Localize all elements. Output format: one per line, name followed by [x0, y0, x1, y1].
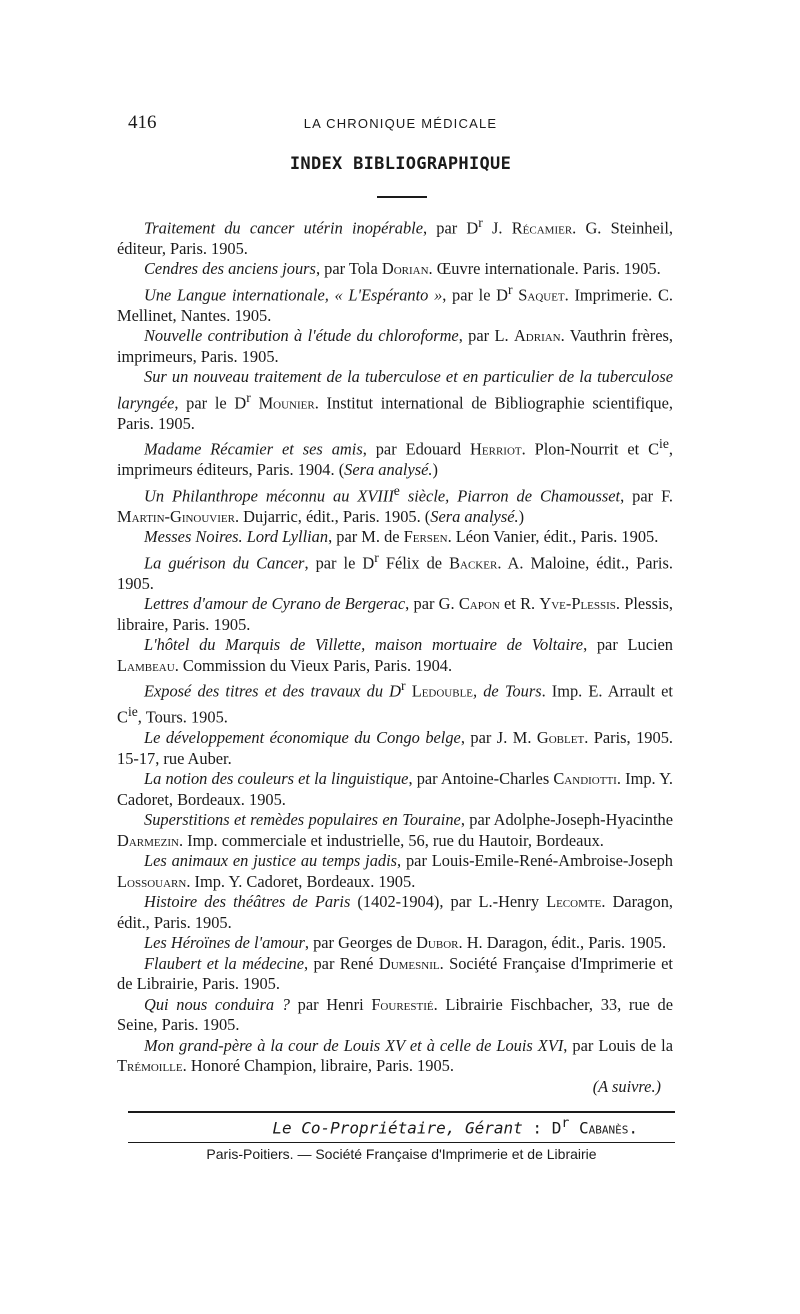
entry-text: , par Edouard — [362, 439, 471, 459]
entry-text: . H. Daragon, édit., Paris. 1905. — [458, 933, 667, 953]
entry-title: Histoire des théâtres de Paris — [144, 892, 351, 912]
author-name: Dubor — [416, 933, 459, 953]
bibliography-entry — [117, 280, 673, 326]
entry-text: ) — [518, 506, 525, 526]
author-name: Martin-Ginouvier — [117, 506, 235, 526]
entry-title: Les Héroïnes de l'amour — [144, 933, 305, 953]
entry-text: ) — [432, 460, 438, 480]
author-name: Dumesnil — [378, 953, 440, 973]
entry-text: . Imprimerie. C. Mellinet, Nantes. 1905. — [117, 285, 673, 325]
running-title: LA CHRONIQUE MÉDICALE — [303, 116, 498, 131]
signature-role: Le Co-Propriétaire, Gérant — [272, 1118, 523, 1138]
author-name: Yve-Plessis — [539, 594, 616, 614]
entry-text: . Plessis, libraire, Paris. 1905. — [117, 594, 673, 634]
entry-text — [251, 393, 259, 412]
entry-text: , par Adolphe-Joseph-Hyacinthe — [460, 810, 673, 830]
bibliography-entry — [117, 527, 673, 548]
entry-title: Sera analysé. — [344, 460, 433, 480]
entry-title: Exposé des titres et des travaux du D — [144, 681, 402, 701]
entry-text: ie — [659, 436, 669, 452]
section-title: INDEX BIBLIOGRAPHIQUE — [289, 154, 512, 174]
entry-text: . Daragon, édit., Paris. 1905. — [117, 892, 673, 932]
imprint-rule — [128, 1142, 675, 1143]
entry-text: . Commission du Vieux Paris, Paris. 1904. — [174, 655, 453, 675]
bibliography-entry — [117, 548, 673, 594]
bibliography-entry — [117, 1036, 673, 1077]
entry-text: , par Louis-Emile-René-Ambroise-Joseph — [397, 851, 673, 871]
entry-text: . Imp. Y. Cadoret, Bordeaux. 1905. — [117, 769, 673, 809]
author-name: Fourestié — [371, 994, 434, 1014]
entry-text: , par Lucien — [583, 635, 673, 655]
entry-text: . Léon Vanier, édit., Paris. 1905. — [447, 527, 659, 547]
page-number: 416 — [128, 112, 157, 133]
bibliography-entry — [117, 933, 673, 954]
bibliography-entry — [117, 434, 673, 480]
entry-title: La notion des couleurs et la linguistique — [144, 769, 409, 789]
entry-title: Lettres d'amour de Cyrano de Bergerac — [144, 594, 406, 614]
entry-title: Cendres des anciens jours — [144, 259, 316, 279]
entry-text: . Imp. Y. Cadoret, Bordeaux. 1905. — [186, 871, 416, 891]
entry-title: siècle, Piarron de Chamousset — [399, 486, 621, 506]
entry-text: e — [393, 482, 400, 498]
entry-title: Sur un nouveau traitement de la tuberculose et en particulier de la tuberculose laryngée — [117, 367, 673, 413]
entry-title: Flaubert et la médecine — [144, 953, 304, 973]
signature-name: Cabanès. — [569, 1118, 638, 1138]
author-name: Lossouarn — [117, 871, 187, 891]
bibliography-entry — [117, 481, 673, 527]
title-rule — [377, 196, 427, 198]
entry-text: . Œuvre internationale. Paris. 1905. — [428, 259, 661, 279]
entry-text: Félix de — [378, 553, 450, 573]
entry-title: Les animaux en justice au temps jadis — [144, 851, 398, 871]
entry-text: r — [374, 549, 379, 565]
author-name: Backer — [449, 553, 498, 573]
printer-imprint: Paris-Poitiers. — Société Française d'Imprimerie et de Librairie — [206, 1146, 597, 1162]
author-name: Fersen — [403, 527, 448, 547]
entry-title: Qui nous conduira ? — [144, 994, 290, 1014]
bibliography-entry — [117, 810, 673, 851]
author-name: Récamier — [511, 218, 573, 238]
entry-title: Superstitions et remèdes populaires en Touraine — [144, 810, 461, 830]
bibliography-entry — [117, 635, 673, 676]
entry-text: et R. — [499, 594, 540, 614]
bibliography-entry — [117, 326, 673, 367]
entry-title: Messes Noires. Lord Lyllian — [144, 527, 329, 547]
entry-title: Une Langue internationale, « L'Espéranto » — [144, 285, 443, 305]
author-name: Dorian — [381, 259, 429, 279]
footer-rule — [128, 1111, 675, 1113]
entry-text: , par Antoine-Charles — [408, 769, 554, 789]
entry-text: par Henri — [290, 994, 372, 1014]
entry-text: . Vauthrin frères, imprimeurs, Paris. 1905. — [117, 326, 674, 366]
author-name: Trémoille — [117, 1056, 183, 1076]
entry-title: La guérison du Cancer — [144, 553, 305, 573]
entry-text: , par F. — [620, 486, 673, 506]
entry-text: , par le D — [174, 393, 247, 413]
entry-text: , par le D — [442, 285, 509, 305]
entry-title: Traitement du cancer utérin inopérable — [144, 218, 423, 238]
author-name: Lecomte — [546, 892, 602, 912]
entry-text: , par L. — [458, 326, 514, 346]
author-name: Lambeau — [117, 655, 175, 675]
entry-title: Sera analysé. — [430, 506, 519, 526]
bibliography-entry — [117, 728, 673, 769]
entry-title: Mon grand-père à la cour de Louis XV et à celle de Louis XVI — [144, 1035, 564, 1055]
entry-text: r — [246, 389, 251, 405]
entry-text: , Tours. 1905. — [137, 707, 228, 727]
author-name: Saquet — [518, 285, 565, 305]
to-follow-note: (A suivre.) — [592, 1076, 661, 1096]
author-name: Candiotti — [553, 769, 617, 789]
entry-text: , par J. M. — [460, 728, 537, 748]
entry-text: . Institut international de Bibliographie scientifique, Paris. 1905. — [117, 393, 673, 433]
entry-text: , par G. — [405, 594, 459, 614]
entry-text: . G. Steinheil, éditeur, Paris. 1905. — [117, 218, 673, 258]
bibliography-entry — [117, 769, 673, 810]
entry-text: , par Tola — [315, 259, 382, 279]
bibliography-entry — [117, 954, 673, 995]
entry-text: J. — [482, 218, 512, 238]
editor-signature — [128, 1116, 638, 1137]
entry-text: , par M. de — [328, 527, 404, 547]
entry-text: . Librairie Fischbacher, 33, rue de Seine, Paris. 1905. — [117, 994, 673, 1035]
bibliography-entry — [117, 213, 673, 259]
author-name: Adrian — [513, 326, 561, 346]
entry-text: . Imp. commerciale et industrielle, 56, rue du Hautoir, Bordeaux. — [178, 830, 604, 850]
author-name: Goblet — [536, 728, 585, 748]
bibliography-entry — [117, 367, 673, 434]
signature-separator: : D — [522, 1118, 562, 1138]
entry-title: Le développement économique du Congo belge — [144, 728, 461, 748]
bibliography-entry — [117, 995, 673, 1036]
entry-text: ie — [127, 704, 138, 720]
entry-title: Nouvelle contribution à l'étude du chloroforme — [144, 326, 459, 346]
bibliography-entry — [117, 259, 673, 280]
page-header — [128, 112, 673, 138]
author-name: Capon — [458, 594, 500, 614]
entry-title: Un Philanthrope méconnu au XVIII — [144, 486, 394, 506]
entry-text: . Imp. E. Arrault et C — [117, 681, 673, 727]
signature-sup: r — [561, 1116, 570, 1131]
entry-text: , par Georges de — [304, 933, 417, 953]
entry-text: r — [508, 281, 513, 297]
entry-text: . Honoré Champion, libraire, Paris. 1905. — [182, 1056, 454, 1076]
author-name: Herriot — [470, 439, 522, 459]
author-name: Darmezin — [117, 830, 179, 850]
entry-text: . Société Française d'Imprimerie et de Librairie, Paris. 1905. — [117, 953, 673, 994]
bibliography-list — [117, 213, 673, 1097]
entry-text: , par Louis de la — [563, 1035, 673, 1055]
entry-text: . Dujarric, édit., Paris. 1905. ( — [234, 506, 431, 526]
entry-text: , imprimeurs éditeurs, Paris. 1904. ( — [117, 439, 673, 480]
entry-text: , par D — [423, 218, 479, 238]
author-name: Ledouble — [411, 681, 474, 701]
entry-text: , par René — [303, 953, 379, 973]
bibliography-entry — [117, 594, 673, 635]
entry-text: . A. Maloine, édit., Paris. 1905. — [117, 553, 673, 593]
bibliography-entry — [117, 676, 673, 728]
entry-text: , par le D — [304, 553, 375, 573]
bibliography-entry — [117, 892, 673, 933]
bibliography-entry — [117, 851, 673, 892]
entry-text: . Paris, 1905. 15-17, rue Auber. — [117, 728, 673, 768]
entry-text: r — [401, 678, 406, 694]
entry-text: . Plon-Nourrit et C — [521, 439, 660, 459]
author-name: Mounier — [258, 393, 315, 413]
entry-title: Madame Récamier et ses amis — [144, 439, 363, 459]
entry-text: (1402-1904), par L.-Henry — [350, 892, 547, 912]
entry-title: , de Tours — [473, 681, 542, 701]
entry-text: r — [478, 215, 483, 230]
entry-title: L'hôtel du Marquis de Villette, maison mortuaire de Voltaire — [144, 635, 584, 655]
